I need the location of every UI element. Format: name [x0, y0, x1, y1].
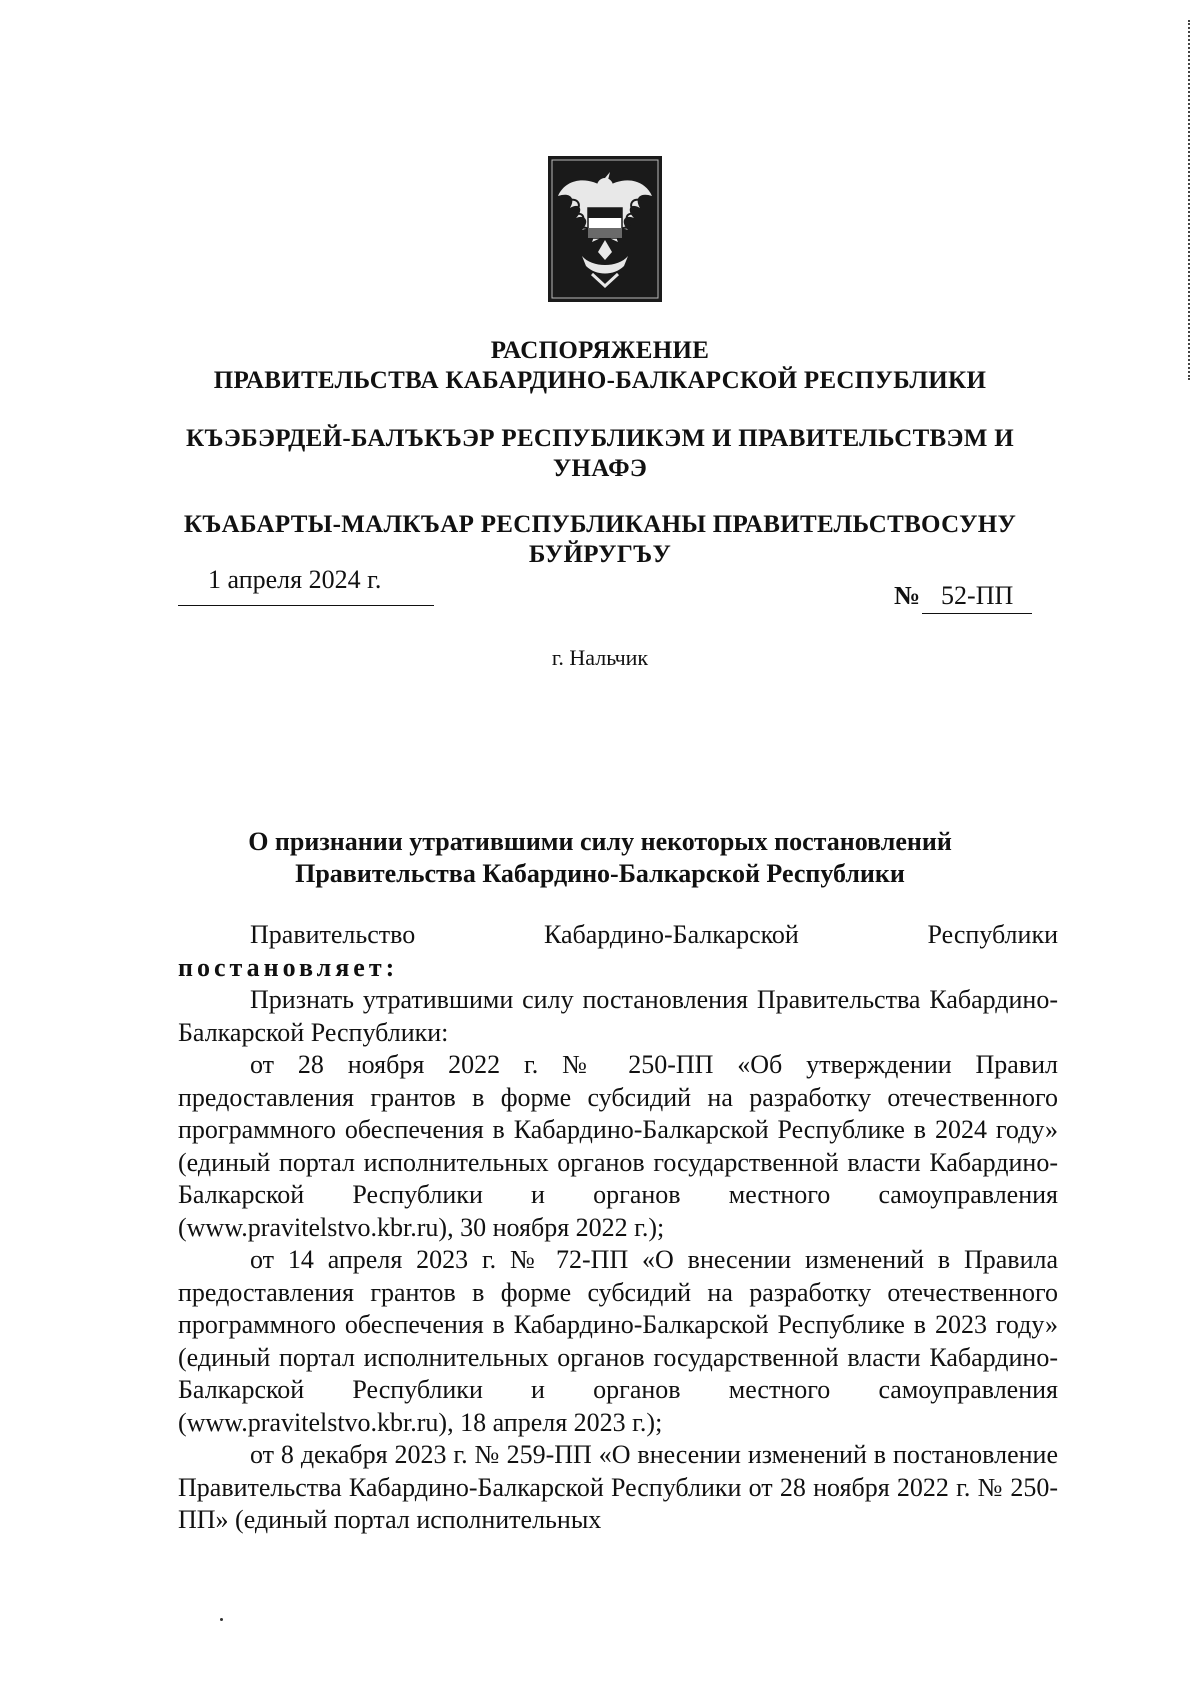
- paragraph-1: Признать утратившими силу постановления Правительства Кабардино-Балкарской Республики:: [178, 985, 1058, 1047]
- document-type: РАСПОРЯЖЕНИЕ: [490, 337, 710, 364]
- document-title: [180, 826, 1020, 890]
- coat-of-arms-icon: [548, 156, 662, 302]
- title-line-2: Правительства Кабардино-Балкарской Республики: [295, 859, 905, 888]
- number-sign: №: [894, 581, 921, 610]
- paragraph-3: от 14 апреля 2023 г. № 72-ПП «О внесении изменений в Правила предоставления грантов в форме субсидий на разработку отечественного программного обеспечения в Кабардино-Балкарской Республике в 2023 году» (единый портал исполнительных органов государственной власти Кабардино-Балкарской Республики и органов местного самоуправления (www.pravitelstvo.kbr.ru), 18 апреля 2023 г.);: [178, 1245, 1058, 1437]
- paragraph-2: от 28 ноября 2022 г. № 250-ПП «Об утверждении Правил предоставления грантов в форме субсидий на разработку отечественного программного обеспечения в Кабардино-Балкарской Республике в 2024 году» (единый портал исполнительных органов государственной власти Кабардино-Балкарской Республики и органов местного самоуправления (www.pravitelstvo.kbr.ru), 30 ноября 2022 г.);: [178, 1050, 1058, 1242]
- paragraph-4: от 8 декабря 2023 г. № 259-ПП «О внесении изменений в постановление Правительства Кабардино-Балкарской Республики от 28 ноября 2022 г. № 250-ПП» (единый портал исполнительных: [178, 1440, 1058, 1534]
- decree-word: постановляет:: [178, 952, 399, 982]
- scan-speck: [220, 1618, 223, 1621]
- number-value: 52-ПП: [922, 581, 1032, 614]
- document-header: [180, 336, 1020, 396]
- document-date: 1 апреля 2024 г.: [178, 565, 434, 606]
- title-line-1: О признании утратившими силу некоторых постановлений: [248, 827, 952, 856]
- issuing-authority: ПРАВИТЕЛЬСТВА КАБАРДИНО-БАЛКАРСКОЙ РЕСПУБЛИКИ: [213, 367, 987, 394]
- intro-paragraph: Правительство Кабардино-Балкарской Республики: [250, 920, 1058, 949]
- document-body: [178, 919, 1058, 1537]
- document-city: г. Нальчик: [551, 645, 649, 670]
- scan-margin-marks: [1186, 20, 1190, 380]
- header-balkar: КЪАБАРТЫ-МАЛКЪАР РЕСПУБЛИКАНЫ ПРАВИТЕЛЬСТВОСУНУ БУЙРУГЪУ: [183, 511, 1017, 568]
- header-kabardian: КЪЭБЭРДЕЙ-БАЛЪКЪЭР РЕСПУБЛИКЭМ И ПРАВИТЕЛЬСТВЭМ И УНАФЭ: [186, 425, 1014, 482]
- document-number: [894, 581, 1032, 614]
